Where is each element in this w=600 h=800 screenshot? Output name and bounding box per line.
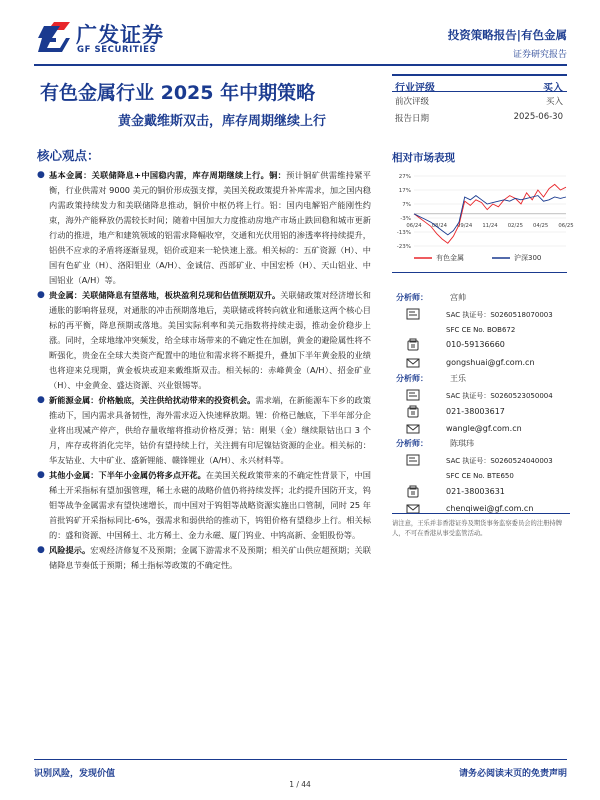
analyst-sac: SAC 执证号：S0260523050004 [446,392,553,400]
legend-swatch-nonferrous [414,256,432,260]
analyst-sac: SAC 执证号：S0260524040003 [446,457,553,465]
report-type: 投资策略报告|有色金属 [447,28,567,42]
y-tick-label: 17% [398,188,411,194]
report-header [0,0,600,70]
x-tick-label: 04/25 [533,222,549,229]
analyst-name: 王乐 [450,374,466,383]
analyst-name: 陈琪玮 [450,439,474,448]
viewpoint-body: 在美国关税政策带来的不确定性背景下，中国稀土开采指标有望加强管理，稀土永磁的战略价值仍将持续发挥；北约提升国防开支，钨钼等战争金属需求有望快速增长，而中国对于钨钼等战略资源实施出口管制，同时 25 年首批钨矿开采指标同比-6%，强需求和弱供给的推动下，钨钼价格有望稳步上行。相关标的：盛和资源、中国稀土、北方稀土、金力永磁、厦门钨业、中钨高新、金钼股份等。 [49,470,371,540]
x-tick-label: 02/25 [507,222,523,229]
x-tick-label: 06/25 [558,222,574,229]
analyst-email[interactable]: wangle@gf.com.cn [446,424,522,433]
email-icon [406,356,420,370]
y-tick-label: -13% [396,230,411,236]
viewpoint-precious-metals [37,288,371,393]
email-icon [406,422,420,436]
core-views-heading: 核心观点： [37,148,100,163]
report-subtitle: 黄金戴维斯双击，库存周期继续上行 [118,114,327,129]
market-performance-title: 相对市场表现 [392,152,455,164]
rating-value: 买入 [543,83,563,94]
rating-box [392,74,567,126]
rating-row-previous [392,92,567,109]
viewpoint-body: 宏观经济修复不及预期；金属下游需求不及预期；相关矿山供应超预期；关联储降息节奏低于预期；稀土指标等政策的不确定性。 [49,545,371,570]
analyst-sfc: SFC CE No. BOB672 [446,326,516,334]
analyst-phone-row [392,404,567,422]
analyst-role: 分析师： [396,439,428,448]
report-title: 有色金属行业 2025 年中期策略 [40,82,316,104]
phone-icon [406,338,420,352]
phone-icon [406,405,420,419]
id-card-icon [406,307,420,321]
bullet-icon: ● [37,545,45,555]
analyst-sfc: SFC CE No. BTE650 [446,472,514,480]
prev-rating-label: 前次评级 [395,97,430,107]
footer-disclaimer-note: 请务必阅读末页的免责声明 [458,769,567,779]
x-tick-label: 09/24 [457,222,473,229]
rating-label: 行业评级 [395,83,435,94]
x-tick-label: 06/24 [406,222,422,229]
rating-row-current [392,74,567,92]
analyst-phone-row [392,337,567,355]
bullet-icon: ● [37,170,45,180]
bullet-icon: ● [37,290,45,300]
legend-swatch-csi300 [492,256,510,260]
y-tick-label: 7% [402,202,411,208]
viewpoint-body: 需求端，在新能源车下乡的政策推动下，国内需求具备韧性，海外需求迈入快速释放期。锂：价格已触底，下半年部分企业将出现减产停产，供给存量收缩将推动价格反弹；钴：刚果（金）继续限钴出口 3 个月，库存或将消化完毕，钴价有望持续上行，关注拥有印尼镍钴资源的企业。相关标的：华友钴业、大中矿业、盛新锂能、赣锋锂业（A/H）、永兴材料等。 [49,395,371,465]
id-card-icon [406,388,420,402]
core-views-list [37,168,371,573]
viewpoint-body: 预计铜矿供需维持紧平衡，行业供需对 9000 美元的铜价形成强支撑，美国关税政策提升补库需求，加之国内稳内需政策持续发力和美联储降息推动，铜价中枢仍将上行。铝：国内电解铝产能刚性约束，海外产能释放仍需较长时间；随着中国加大力度推动房地产市场止跌回稳和城市更新行动的推进，地产和建筑领域的铝需求降幅收窄，交通和光伏用铝的渗透率将持续提升，铝供不应求的矛盾将逐渐显现，铝价或迎来一轮快速上涨。相关标的：五矿资源（H）、中国有色矿业（H）、洛阳钼业（A/H）、金诚信、西部矿业、中国宏桥（H）、天山铝业、中国铝业（A/H）等。 [49,170,371,285]
logo-en-text: GF SECURITIES [77,45,157,55]
y-tick-label: 27% [398,174,411,180]
x-tick-label: 08/24 [431,222,447,229]
viewpoint-lead: 贵金属：关联储降息有望落地，板块盈利兑现和估值预期双升。 [49,290,281,300]
analyst-email[interactable]: chenqiwei@gf.com.cn [446,504,534,513]
footer-slogan: 识别风险，发现价值 [34,769,116,779]
analyst-phone-row [392,484,567,502]
gf-logo [34,18,164,58]
y-tick-label: -3% [400,216,411,222]
viewpoint-base-metals [37,168,371,288]
analyst-phone: 021-38003631 [446,487,505,496]
viewpoint-minor-metals [37,468,371,543]
analyst-phone: 021-38003617 [446,407,505,416]
analyst-sac-row [392,387,567,405]
legend-label-nonferrous: 有色金属 [436,254,464,262]
viewpoint-lead: 其他小金属：下半年小金属仍将多点开花。 [49,470,206,480]
viewpoint-lead: 新能源金属：价格触底，关注供给扰动带来的投资机会。 [49,395,256,405]
analyst-email[interactable]: gongshuai@gf.com.cn [446,358,535,367]
chart-legend [392,252,567,266]
id-card-icon [406,453,420,467]
analyst-name: 宫帅 [450,293,466,302]
footer-divider [34,759,567,760]
analyst-sac: SAC 执证号：S0260518070003 [446,311,553,319]
viewpoint-lead: 基本金属：关联储降息+中国稳内需，库存周期继续上行。铜： [49,170,287,180]
viewpoint-new-energy-metals [37,393,371,468]
rating-row-date [392,109,567,126]
phone-icon [406,485,420,499]
registration-disclaimer: 请注意，王乐并非香港证券及期货事务监察委员会的注册持牌人，不可在香港从事受监管活动。 [392,513,570,539]
report-date-label: 报告日期 [395,114,430,124]
header-divider [34,64,567,66]
legend-label-csi300: 沪深300 [514,254,542,262]
logo-cn-text: 广发证券 [76,23,164,47]
x-tick-label: 11/24 [482,222,498,229]
viewpoint-body: 关联储政策对经济增长和通胀的影响将显现，对通胀的冲击预期落地后，美联储或将转向就业和通胀这两个核心目标的再平衡，降息预期或落地。美国实际利率和美元指数将持续走弱，推动金价稳步上涨。同时，全球地缘冲突频发，给全球市场带来的不确定性在加剧，黄金的避险属性将不断强化，贵金在全球大类资产配置中的地位和需求将不断提升，叠加下半年黄金股的业绩也将迎来兑现期，黄金板块或迎来戴维斯双击。相关标的：赤峰黄金（A/H）、招金矿业（H）、中金黄金、盛达资源、兴业银锡等。 [49,290,371,390]
chart-bottom-divider [392,272,567,273]
analyst-role: 分析师： [396,293,428,302]
analyst-role: 分析师： [396,374,428,383]
analyst-email-row [392,355,567,373]
bullet-icon: ● [37,395,45,405]
prev-rating-value: 买入 [545,97,563,107]
report-subtype: 证券研究报告 [512,50,567,60]
page-number: 1 / 44 [289,780,311,789]
viewpoint-lead: 风险提示。 [49,545,91,555]
analyst-phone: 010-59136660 [446,340,505,349]
y-tick-label: -23% [396,244,411,250]
series-line [414,196,566,235]
gf-logo-mark-icon [34,20,72,54]
report-date-value: 2025-06-30 [513,112,563,122]
analyst-email-row [392,421,567,439]
viewpoint-risk-warning [37,543,371,573]
bullet-icon: ● [37,470,45,480]
